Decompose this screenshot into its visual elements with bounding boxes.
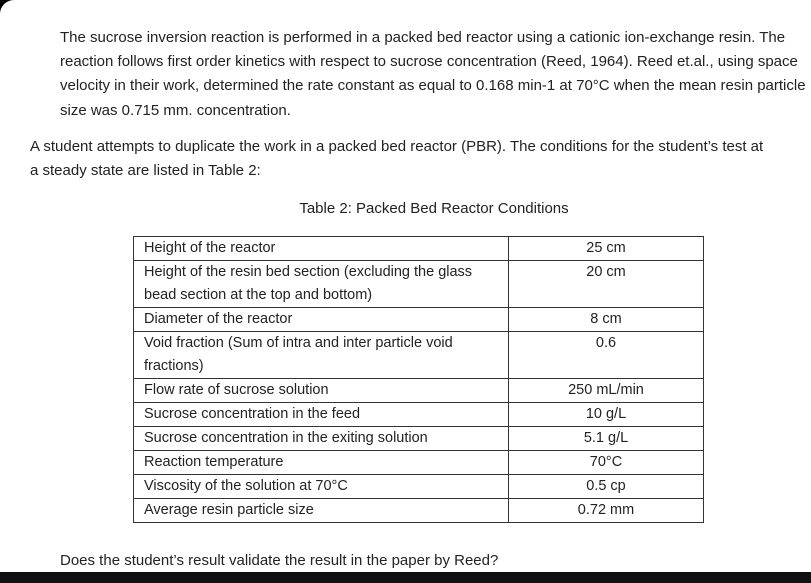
- condition-value: 70°C: [509, 451, 704, 475]
- condition-label: Average resin particle size: [134, 499, 509, 523]
- page-bottom-edge: [0, 572, 811, 583]
- condition-value: 0.5 cp: [509, 475, 704, 499]
- table-row: [134, 475, 704, 499]
- table-caption: Table 2: Packed Bed Reactor Conditions: [299, 200, 569, 217]
- table-row: [134, 308, 704, 332]
- condition-label: Sucrose concentration in the feed: [134, 403, 509, 427]
- condition-value: 250 mL/min: [509, 379, 704, 403]
- question-text: Does the student’s result validate the result in the paper by Reed?: [60, 552, 499, 569]
- intro-paragraph: The sucrose inversion reaction is performed in a packed bed reactor using a cationic ion-exchange resin. The reaction follows first order kinetics with respect to sucrose concentration (Reed, 1964). Reed et.al., using space velocity in their work, determined the rate constant as equal to 0.168 min-1 at 70°C when the mean resin particle size was 0.715 mm. concentration.: [60, 29, 806, 119]
- condition-label: Reaction temperature: [134, 451, 509, 475]
- condition-label: Sucrose concentration in the exiting solution: [134, 427, 509, 451]
- condition-value: 8 cm: [509, 308, 704, 332]
- condition-value: 10 g/L: [509, 403, 704, 427]
- table-row: [134, 237, 704, 261]
- condition-value: 5.1 g/L: [509, 427, 704, 451]
- table-row: [134, 499, 704, 523]
- condition-label: Height of the resin bed section (excluding the glass bead section at the top and bottom): [134, 261, 509, 308]
- table-row: [134, 332, 704, 379]
- condition-value: 0.72 mm: [509, 499, 704, 523]
- condition-value: 20 cm: [509, 261, 704, 308]
- condition-label: Height of the reactor: [134, 237, 509, 261]
- student-paragraph: A student attempts to duplicate the work in a packed bed reactor (PBR). The conditions for the student’s test at a steady state are listed in Table 2:: [30, 138, 764, 180]
- table-row: [134, 403, 704, 427]
- condition-label: Void fraction (Sum of intra and inter particle void fractions): [134, 332, 509, 379]
- condition-value: 0.6: [509, 332, 704, 379]
- condition-label: Flow rate of sucrose solution: [134, 379, 509, 403]
- reactor-conditions-table: [133, 236, 704, 523]
- condition-value: 25 cm: [509, 237, 704, 261]
- condition-label: Diameter of the reactor: [134, 308, 509, 332]
- table-row: [134, 451, 704, 475]
- table-row: [134, 379, 704, 403]
- table-row: [134, 427, 704, 451]
- table-row: [134, 261, 704, 308]
- condition-label: Viscosity of the solution at 70°C: [134, 475, 509, 499]
